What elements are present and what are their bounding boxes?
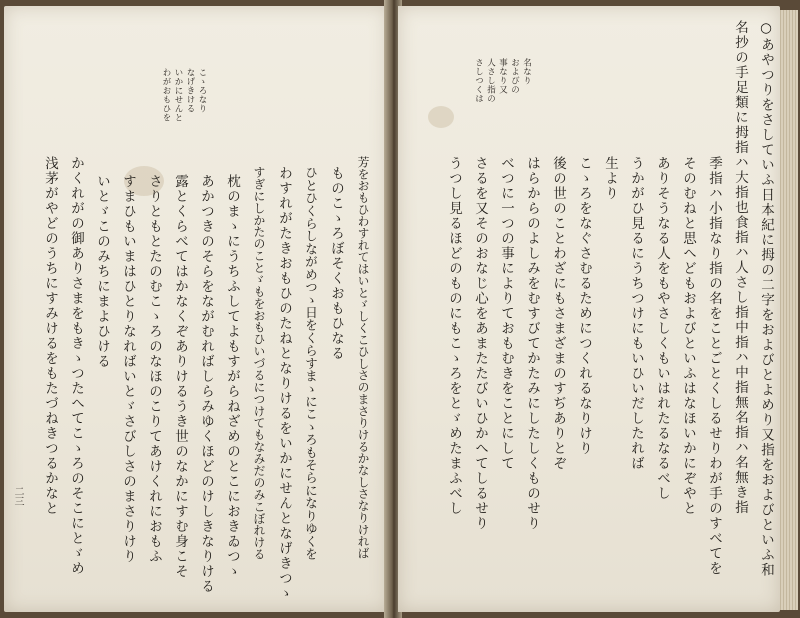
paper-stain (428, 106, 454, 128)
right-column: うかがひ見るにうちつけにもいひいだしたれば (628, 156, 644, 471)
left-column: さりともとたのむこゝろのなほのこりてあけくれにおもふ (146, 174, 162, 564)
right-note-5: 名なり (521, 58, 532, 85)
left-column: ひとひくらしながめつゝ日をくらすまゝにこゝろもそらになりゆくを (303, 166, 318, 561)
right-note-3: 事なり又 (497, 58, 508, 94)
left-column: ものこゝろぼそくおもひなる (328, 166, 344, 361)
right-column: 季指ハ小指なり指の名をことごとくしるせりわが手のすべてを (706, 156, 722, 576)
right-note-4: およびの (509, 58, 520, 94)
right-column: べつに一つの事によりておもむきをことにして (498, 156, 514, 471)
right-column: ありそうなる人をもやさしくもいはれたるなるべし (654, 156, 670, 501)
left-column: わすれがたきおもひのたねとなりけるをいかにせんとなげきつゝ (276, 166, 292, 601)
right-column: 後の世のことわざにもさまざまのすぢありとぞ (550, 156, 566, 471)
left-column: あかつきのそらをながむればしらみゆくほどのけしきなりける (198, 174, 214, 594)
left-column: いとゞこのみちにまよひける (94, 174, 110, 369)
left-column: すまひもいまはひとりなればいとゞさびしさのまさりけり (120, 174, 136, 564)
left-column: 浅茅がやどのうちにすみけるをもたづねきつるかなと (42, 156, 58, 516)
right-column: さるを又そのおなじ心をあまたたびいひかへてしるせり (472, 156, 488, 531)
right-column: 名抄の手足類に拇指ハ大指也食指ハ人さし指中指ハ中指無名指ハ名無き指 (732, 20, 748, 515)
right-column: こゝろをなぐさむるためにつくれるなりけり (576, 156, 592, 456)
fore-edge (778, 10, 798, 610)
left-column: 枕のまゝにうちふしてよもすがらねざめのとこにおきゐつゝ (224, 174, 240, 579)
left-note-3: なげきける (185, 68, 195, 113)
right-page (398, 6, 780, 612)
right-column: うつし見るほどのものにもこゝろをとゞめたまふべし (446, 156, 462, 516)
right-column: はらからのよしみをむすびてかたみにしたしくものせり (524, 156, 540, 531)
right-column: ○あやつりをさしていふ日本紀に拇の二字をおよびとよめり又指をおよびといふ和 (758, 20, 774, 578)
left-note-1: わがおもひを (161, 68, 171, 122)
left-column: すぎにしかたのことゞもをおもひいづるにつけてもなみだのみこぼれける (252, 166, 266, 561)
folio-number: 二三 (12, 486, 23, 506)
left-column: 露とくらべてはかなくぞありけるうき世のなかにすむ身こそ (172, 174, 188, 579)
right-column: 生より (602, 156, 618, 201)
right-column: そのむねと思へどもおよびといふはなほいかにぞやと (680, 156, 696, 516)
right-note-2: 人さし指の (485, 58, 496, 103)
right-note-1: さしつくは (473, 58, 484, 103)
left-note-2: いかにせんと (173, 68, 183, 122)
left-column: 芳をおもひわすれてはいとゞしくこひしさのまさりけるかなしさなりければ (356, 156, 370, 559)
left-column: かくれがの御ありさまをもきゝつたへてこゝろのそこにとゞめ (68, 156, 84, 576)
left-note-4: こゝろなり (197, 68, 207, 113)
left-page (4, 6, 388, 612)
